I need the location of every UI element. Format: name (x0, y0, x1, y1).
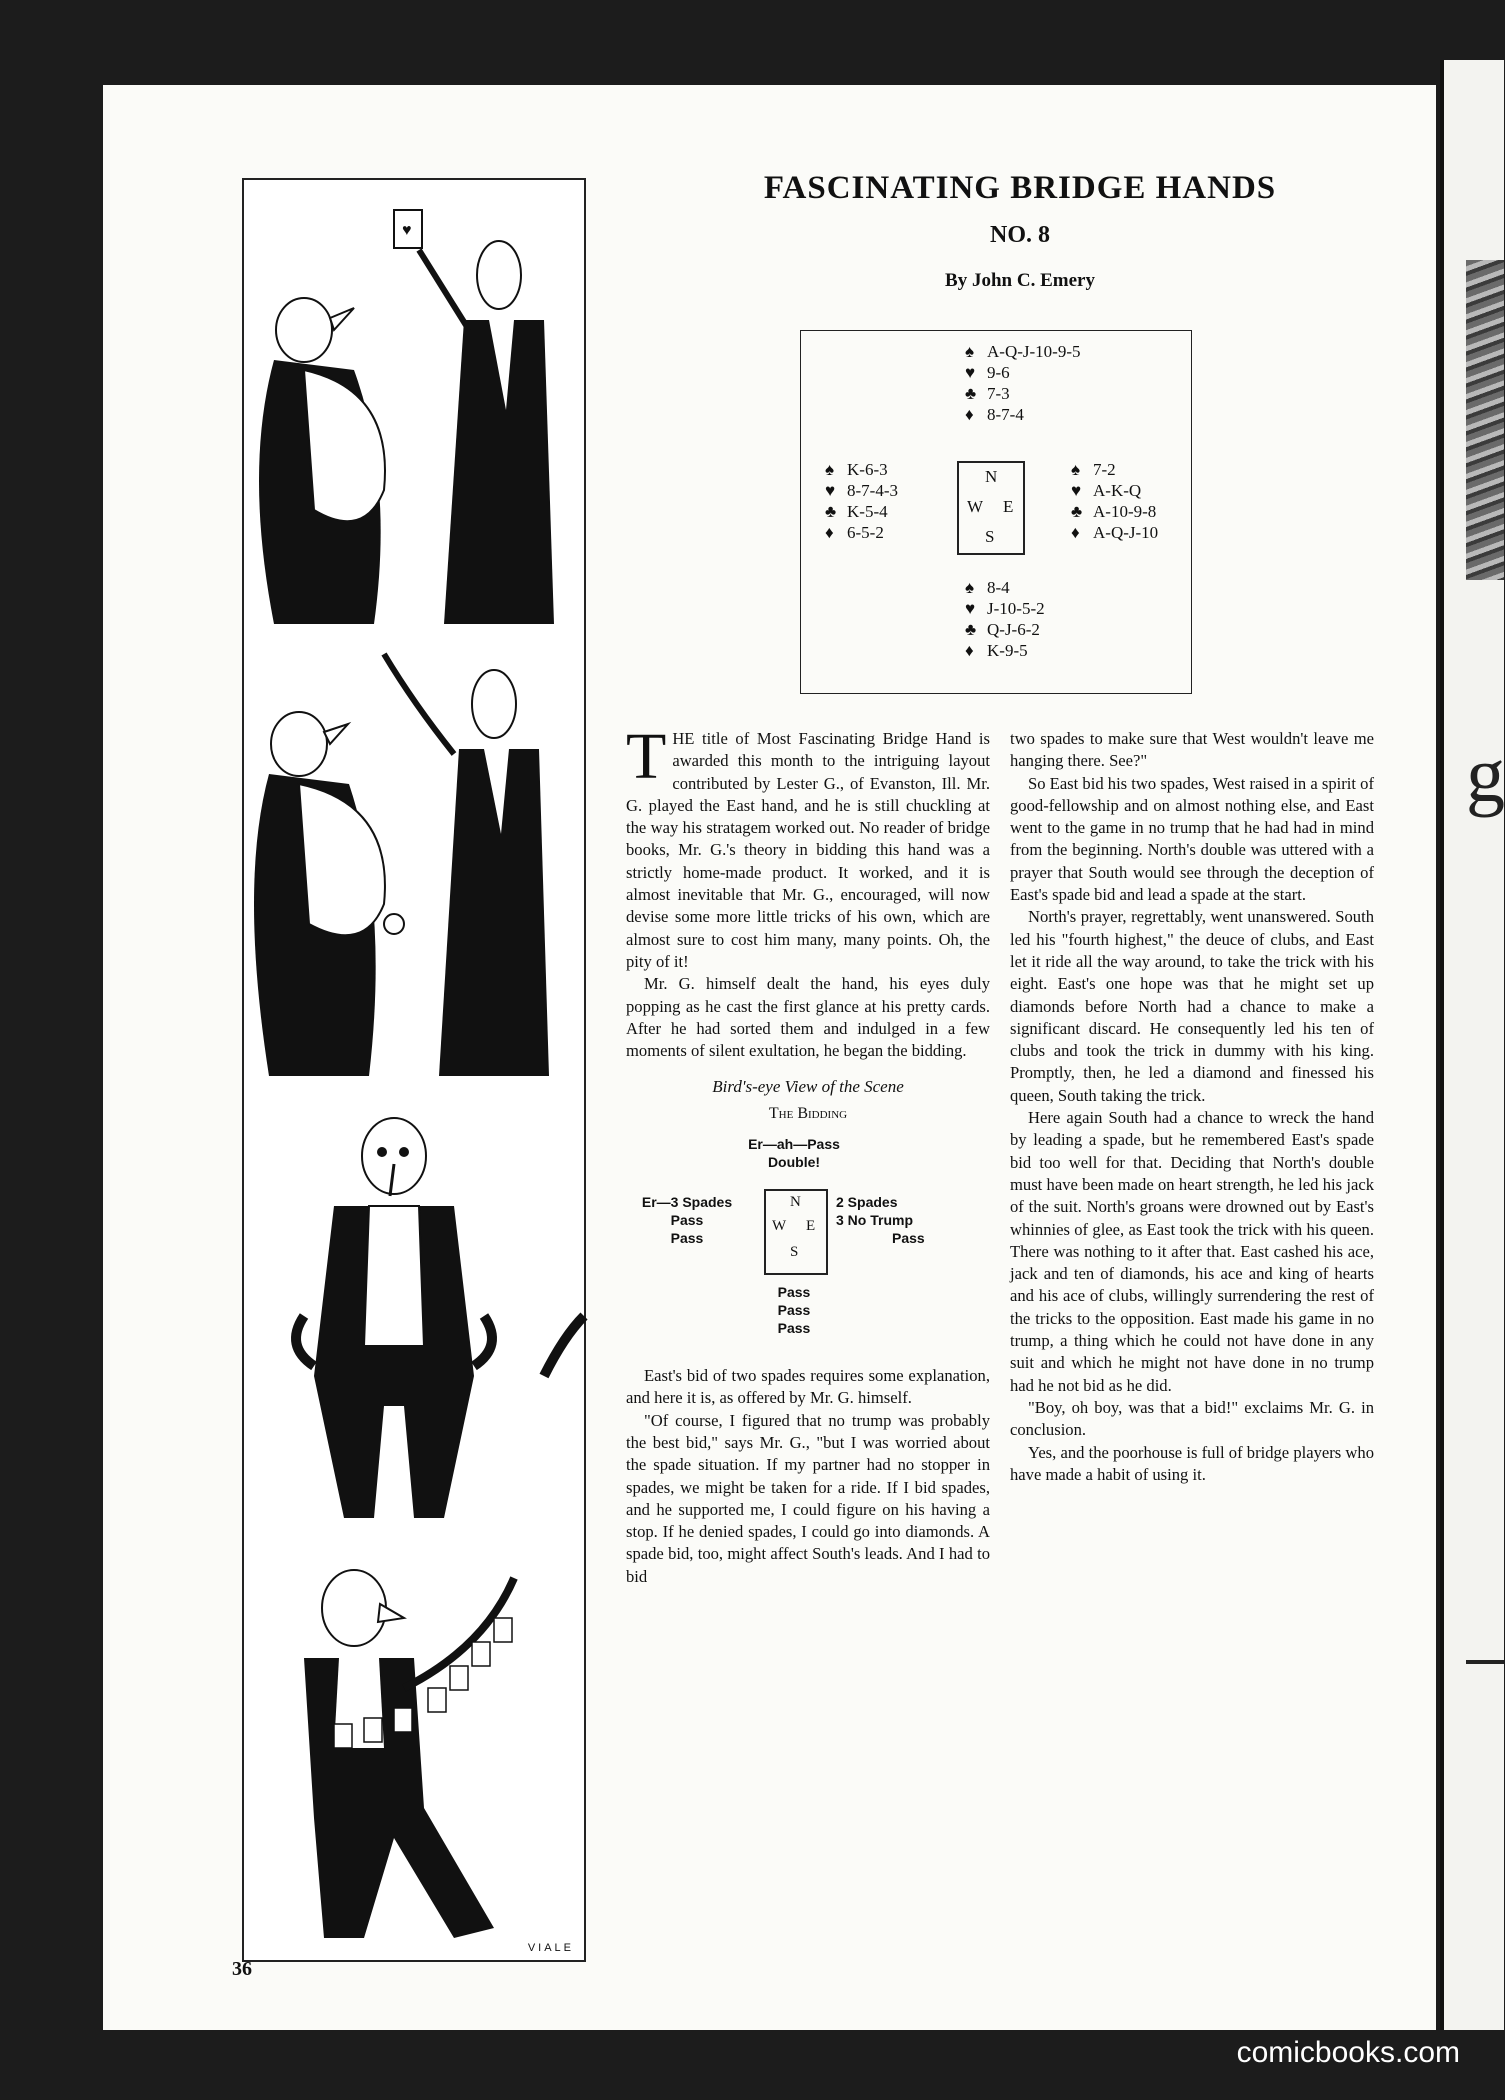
page-number: 36 (232, 1958, 252, 1980)
heart-icon: ♥ (1071, 481, 1082, 500)
club-icon: ♣ (825, 502, 837, 521)
artist-signature: VIALE (527, 1942, 574, 1954)
bidding-compass (764, 1189, 828, 1275)
cartoon-panel-2 (244, 624, 584, 1078)
bidding-east: 2 Spades 3 No Trump Pass (836, 1194, 925, 1247)
bidding-heading: The Bidding (768, 1104, 848, 1122)
east-hand (1071, 459, 1158, 543)
paragraph: Here again South had a chance to wreck the hand by leading a spade, but he remembered East's spade bid too well for that. Deciding that North's double must have been made on heart strength, he led his jack of the suit. North's groans were drowned out by East's whinnies of glee, as East took the trick with his queen. There was nothing to it after that. East cashed his ace, jack and ten of diamonds, his ace and king of hearts and his ace of clubs, willingly surrendering the rest of the tricks to the opposition. East made his game in no trump, a thing which he could not have done in any suit and which he might not have done in no trump had he not bid as he did. (1010, 1108, 1374, 1395)
scene-heading: Bird's-eye View of the Scene (712, 1077, 904, 1097)
compass-west: W (967, 497, 984, 516)
north-hand (965, 341, 1080, 425)
south-hearts: ♥ J-10-5-2 (965, 599, 1045, 618)
west-hand (825, 459, 898, 543)
compass-east: E (1003, 497, 1014, 516)
south-hand (965, 577, 1045, 661)
cartoon-panel-3 (244, 1076, 584, 1520)
bidding-compass-w: W (772, 1218, 787, 1235)
north-clubs: ♣ 7-3 (965, 384, 1010, 403)
bidding-north: Er—ah—Pass Double! (748, 1136, 840, 1171)
west-clubs: ♣ K-5-4 (825, 502, 888, 521)
facing-page-edge (1440, 60, 1504, 2030)
cartoon-illustration-4 (244, 1518, 584, 1960)
spade-icon: ♠ (965, 342, 975, 361)
south-clubs: ♣ Q-J-6-2 (965, 620, 1040, 639)
article-column-1 (626, 720, 990, 1588)
svg-text:♥: ♥ (402, 222, 412, 239)
east-hearts: ♥ A-K-Q (1071, 481, 1142, 500)
facing-page-rule (1466, 1660, 1504, 1664)
bidding-compass-e: E (806, 1218, 816, 1235)
west-hearts: ♥ 8-7-4-3 (825, 481, 898, 500)
paragraph: North's prayer, regrettably, went unanswered. South led his "fourth highest," the deuce of clubs, and East let it ride all the way around, to take the trick with his eight. East's one hope was that he might set up diamonds before North had a chance to make a significant discard. He consequently led his ten of clubs and took the trick in dummy with his king. Promptly, then, he led a diamond and finessed his queen, South taking the trick. (1010, 907, 1374, 1105)
club-icon: ♣ (965, 384, 977, 403)
site-watermark: comicbooks.com (1236, 2036, 1460, 2069)
west-spades: ♠ K-6-3 (825, 460, 888, 479)
cartoon-panel-1 (244, 180, 584, 626)
deal-diagram (800, 330, 1192, 694)
cartoon-illustration-2 (244, 624, 584, 1076)
facing-page-letter: g (1466, 731, 1505, 818)
spade-icon: ♠ (965, 578, 975, 597)
south-spades: ♠ 8-4 (965, 578, 1010, 597)
diamond-icon: ♦ (965, 641, 974, 660)
drop-cap: T (626, 720, 667, 793)
club-icon: ♣ (965, 620, 977, 639)
north-diamonds: ♦ 8-7-4 (965, 405, 1024, 424)
paragraph: East's bid of two spades requires some explanation, and here it is, as offered by Mr. G. himself. (626, 1366, 990, 1408)
east-spades: ♠ 7-2 (1071, 460, 1116, 479)
paragraph: THE title of Most Fascinating Bridge Hand is awarded this month to the intriguing layout contributed by Lester G., of Evanston, Ill. Mr. G. played the East hand, and he is still chuckling at the way his stratagem worked out. No reader of bridge books, Mr. G.'s theory in bidding this hand was a strictly home-made product. It worked, and it is almost inevitable that Mr. G., encouraged, will now devise some more little tricks of his own, which are almost sure to cost him many, many points. Oh, the pity of it! (626, 720, 990, 971)
bidding-compass-s: S (790, 1244, 799, 1261)
north-hearts: ♥ 9-6 (965, 363, 1010, 382)
diamond-icon: ♦ (825, 523, 834, 542)
west-diamonds: ♦ 6-5-2 (825, 523, 884, 542)
article-column-2 (1010, 728, 1374, 1486)
paragraph: "Boy, oh boy, was that a bid!" exclaims Mr. G. in conclusion. (1010, 1397, 1374, 1440)
cartoon-panel-4 (244, 1518, 584, 1960)
heart-icon: ♥ (825, 481, 836, 500)
north-spades: ♠ A-Q-J-10-9-5 (965, 342, 1081, 361)
bidding-compass-n: N (790, 1194, 801, 1211)
compass-rose (957, 461, 1025, 555)
paragraph: Mr. G. himself dealt the hand, his eyes duly popping as he cast the first glance at his pretty cards. After he had sorted them and indulged in a few moments of silent exultation, he began the bidding. (626, 974, 990, 1061)
compass-north: N (985, 467, 998, 486)
cartoon-illustration-3 (244, 1076, 584, 1518)
east-clubs: ♣ A-10-9-8 (1071, 502, 1157, 521)
diamond-icon: ♦ (1071, 523, 1080, 542)
bidding-west: Er—3 Spades Pass Pass (641, 1194, 733, 1247)
cartoon-strip (242, 178, 586, 1962)
east-diamonds: ♦ A-Q-J-10 (1071, 523, 1159, 542)
article-title: FASCINATING BRIDGE HANDS (763, 170, 1277, 206)
facing-page-photo (1466, 260, 1504, 580)
heart-icon: ♥ (965, 599, 976, 618)
spade-icon: ♠ (1071, 460, 1081, 479)
diamond-icon: ♦ (965, 405, 974, 424)
south-diamonds: ♦ K-9-5 (965, 641, 1028, 660)
bidding-south: Pass Pass Pass (777, 1284, 811, 1337)
bidding-diagram (626, 1135, 990, 1365)
club-icon: ♣ (1071, 502, 1083, 521)
paragraph: So East bid his two spades, West raised in a spirit of good-fellowship and on almost nothing else, and East went to the game in no trump that he had had in mind from the beginning. North's double was uttered with a prayer that South would see through the deception of East's spade bid and lead a spade at the start. (1010, 773, 1374, 905)
paragraph: Yes, and the poorhouse is full of bridge players who have made a habit of using it. (1010, 1442, 1374, 1484)
heart-icon: ♥ (965, 363, 976, 382)
spade-icon: ♠ (825, 460, 835, 479)
compass-south: S (985, 527, 995, 546)
article-number: NO. 8 (990, 222, 1050, 248)
paragraph: two spades to make sure that West wouldn't leave me hanging there. See?" (1010, 729, 1374, 771)
paragraph: "Of course, I figured that no trump was probably the best bid," says Mr. G., "but I was worried about the spade situation. If my partner had no stopper in spades, we might be taken for a ride. If I bid spades, and he supported me, I could figure on his having a stop. If he denied spades, I could go into diamonds. A spade bid, too, might affect South's leads. And I had to bid (626, 1410, 990, 1586)
cartoon-illustration-1 (244, 180, 584, 624)
article-byline: By John C. Emery (945, 270, 1095, 291)
